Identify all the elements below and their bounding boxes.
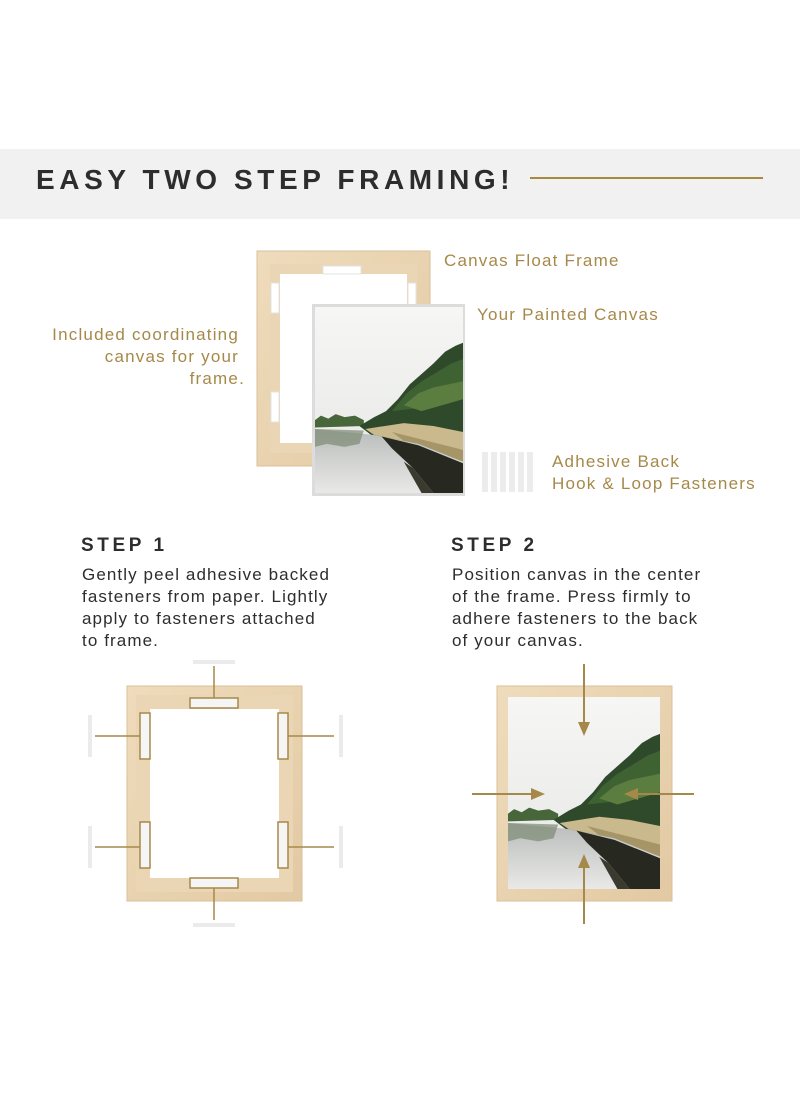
hook-loop-fastener-icon bbox=[482, 452, 533, 492]
float-frame-label: Canvas Float Frame bbox=[444, 251, 620, 270]
fasteners-label-line: Hook & Loop Fasteners bbox=[552, 474, 756, 493]
step1-frame bbox=[127, 686, 302, 901]
step1-heading: STEP 1 bbox=[81, 535, 168, 556]
fasteners-label bbox=[552, 451, 756, 495]
included-canvas-label bbox=[52, 324, 245, 390]
step2-instructions: Position canvas in the center of the frame. Press firmly to adhere fasteners to the back of your canvas. bbox=[452, 565, 702, 650]
included-canvas-line: frame. bbox=[189, 369, 245, 388]
included-canvas-line: canvas for your bbox=[104, 347, 239, 366]
step1-instructions: Gently peel adhesive backed fasteners from paper. Lightly apply to fasteners attached to frame. bbox=[82, 565, 331, 650]
step2-heading: STEP 2 bbox=[451, 535, 538, 556]
painted-canvas-label: Your Painted Canvas bbox=[477, 305, 659, 324]
page-title: EASY TWO STEP FRAMING! bbox=[36, 164, 515, 195]
overview-painted-canvas bbox=[312, 304, 465, 496]
included-canvas-line: Included coordinating bbox=[52, 325, 239, 344]
fasteners-label-line: Adhesive Back bbox=[552, 452, 681, 471]
